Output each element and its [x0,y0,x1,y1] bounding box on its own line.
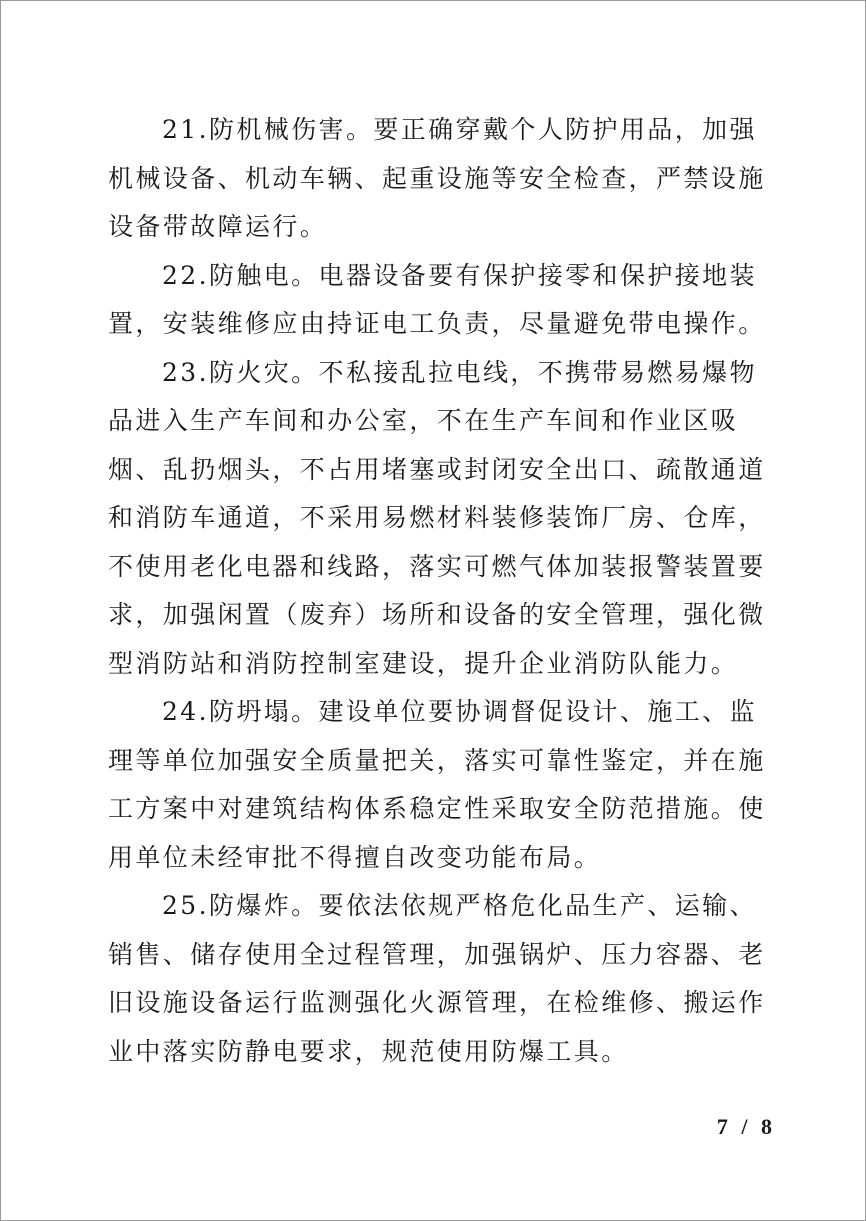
paragraph-21-machinery-injury: 21.防机械伤害。要正确穿戴个人防护用品，加强机械设备、机动车辆、起重设施等安全检查，严禁设施设备带故障运行。 [108,115,766,241]
paragraph-23-fire: 23.防火灾。不私接乱拉电线，不携带易燃易爆物品进入生产车间和办公室，不在生产车间和作业区吸烟、乱扔烟头，不占用堵塞或封闭安全出口、疏散通道和消防车通道，不采用易燃材料装修装饰厂房、仓库，不使用老化电器和线路，落实可燃气体加装报警装置要求，加强闲置（废弃）场所和设备的安全管理，强化微型消防站和消防控制室建设，提升企业消防队能力。 [108,357,766,678]
document-body [108,106,776,1076]
paragraph-22-electric-shock: 22.防触电。电器设备要有保护接零和保护接地装置，安装维修应由持证电工负责，尽量避免带电操作。 [108,260,766,338]
page-number: 7 / 8 [716,1114,773,1139]
paragraph-24-collapse: 24.防坍塌。建设单位要协调督促设计、施工、监理等单位加强安全质量把关，落实可靠性鉴定，并在施工方案中对建筑结构体系稳定性采取安全防范措施。使用单位未经审批不得擅自改变功能布局。 [108,697,766,872]
paragraph-25-explosion: 25.防爆炸。要依法依规严格危化品生产、运输、销售、储存使用全过程管理，加强锅炉、压力容器、老旧设施设备运行监测强化火源管理，在检维修、搬运作业中落实防静电要求，规范使用防爆工具。 [108,891,766,1066]
